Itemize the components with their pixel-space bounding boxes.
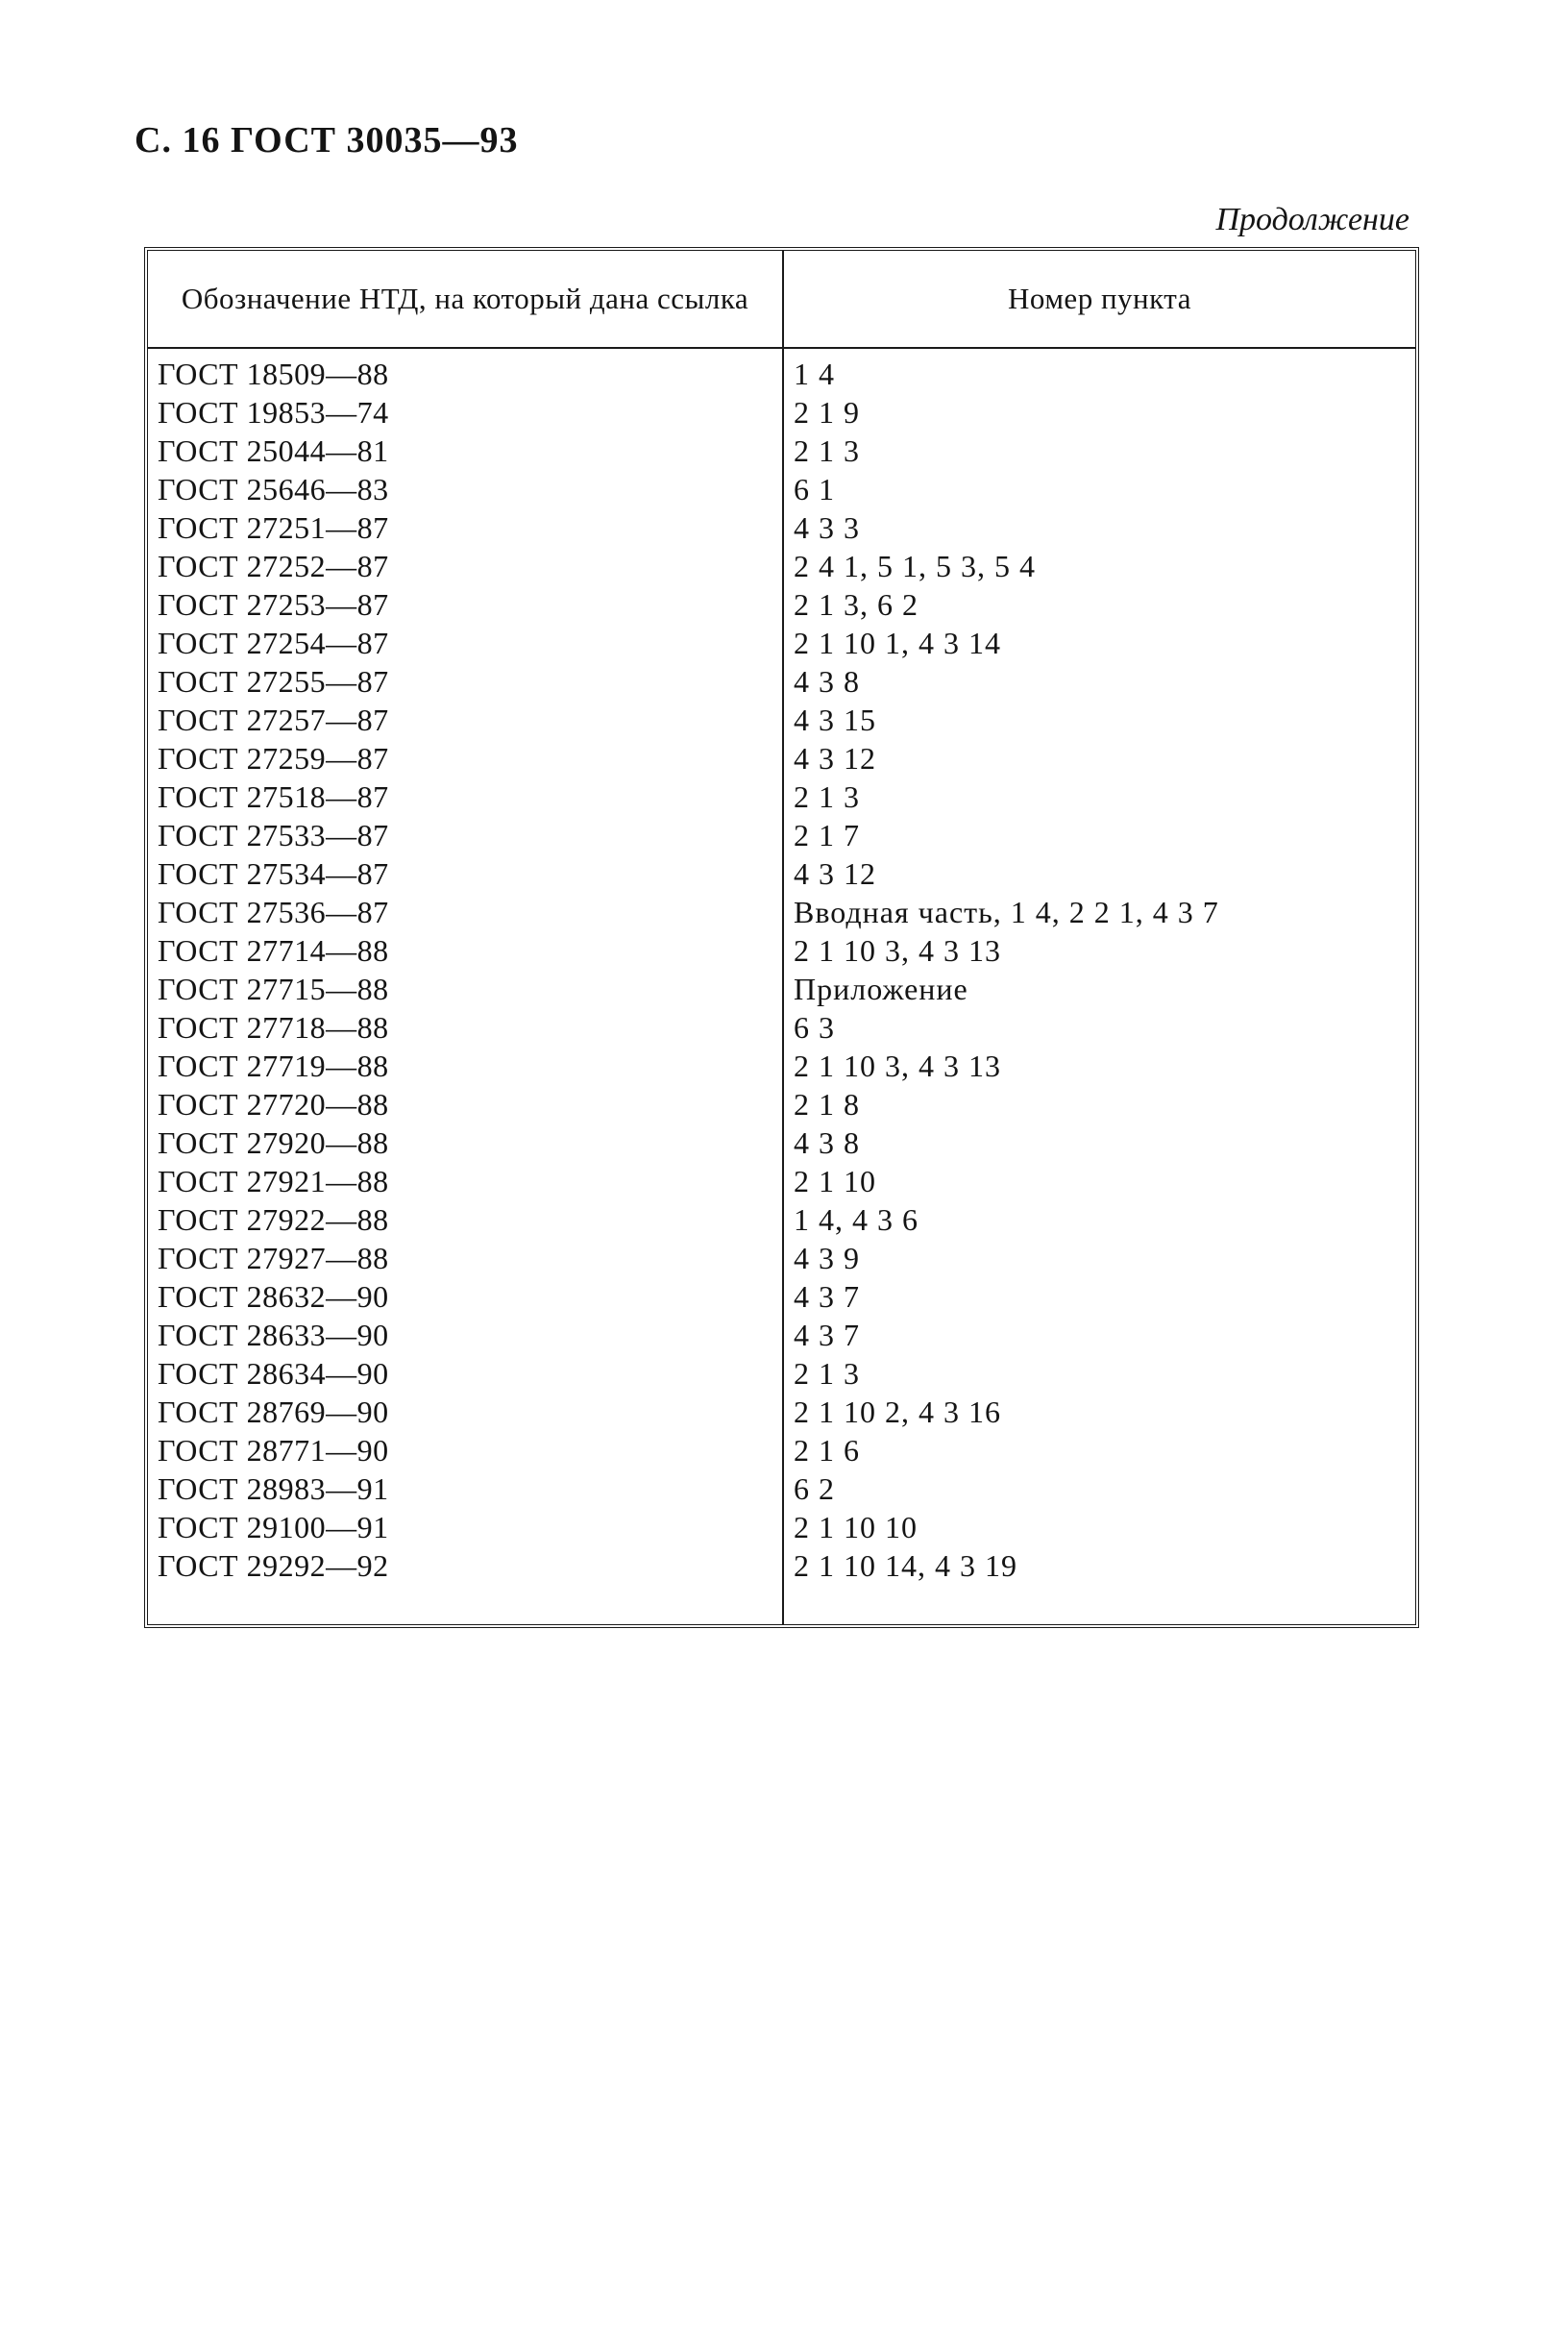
standard-designation: ГОСТ 27251—87 <box>158 510 389 545</box>
clause-number: 4 3 15 <box>794 703 876 737</box>
standard-designation: ГОСТ 19853—74 <box>158 395 389 430</box>
table-row <box>148 701 1415 739</box>
standard-designation: ГОСТ 27252—87 <box>158 549 389 583</box>
clause-number: 2 4 1, 5 1, 5 3, 5 4 <box>794 549 1036 583</box>
clause-number: 4 3 9 <box>794 1241 860 1275</box>
column-header-standard: Обозначение НТД, на который дана ссылка <box>181 282 749 315</box>
clause-number: Приложение <box>794 972 968 1006</box>
table-row <box>148 1239 1415 1277</box>
table-row <box>148 1047 1415 1085</box>
clause-number: 2 1 10 3, 4 3 13 <box>794 1049 1001 1083</box>
clause-number: 2 1 3 <box>794 433 860 468</box>
table-row <box>148 893 1415 931</box>
standard-designation: ГОСТ 27715—88 <box>158 972 389 1006</box>
clause-number: 2 1 10 14, 4 3 19 <box>794 1548 1017 1583</box>
clause-number: 2 1 9 <box>794 395 860 430</box>
clause-number: 4 3 3 <box>794 510 860 545</box>
clause-number: 4 3 7 <box>794 1279 860 1314</box>
clause-number: 2 1 7 <box>794 818 860 852</box>
table-row <box>148 1546 1415 1585</box>
table-row <box>148 1277 1415 1316</box>
table-header <box>148 251 1415 349</box>
table-row <box>148 816 1415 854</box>
clause-number: 4 3 7 <box>794 1318 860 1352</box>
table-row <box>148 1508 1415 1546</box>
clause-number: 6 2 <box>794 1471 835 1506</box>
standard-designation: ГОСТ 28771—90 <box>158 1433 389 1468</box>
standard-designation: ГОСТ 27534—87 <box>158 856 389 891</box>
standard-designation: ГОСТ 27254—87 <box>158 626 389 660</box>
clause-number: 4 3 8 <box>794 1125 860 1160</box>
clause-number: 2 1 6 <box>794 1433 860 1468</box>
standard-designation: ГОСТ 27536—87 <box>158 895 389 929</box>
clause-number: 1 4, 4 3 6 <box>794 1202 919 1237</box>
continuation-label: Продолжение <box>1215 202 1409 237</box>
clause-number: 6 1 <box>794 472 835 506</box>
table-row <box>148 393 1415 432</box>
standard-designation: ГОСТ 27714—88 <box>158 933 389 968</box>
standard-designation: ГОСТ 27255—87 <box>158 664 389 699</box>
table-row <box>148 1393 1415 1431</box>
clause-number: 2 1 3, 6 2 <box>794 587 919 622</box>
standard-designation: ГОСТ 18509—88 <box>158 357 389 391</box>
table-row <box>148 1431 1415 1469</box>
table-row <box>148 1085 1415 1123</box>
standard-designation: ГОСТ 27518—87 <box>158 779 389 814</box>
standard-designation: ГОСТ 27257—87 <box>158 703 389 737</box>
standard-designation: ГОСТ 27533—87 <box>158 818 389 852</box>
standard-designation: ГОСТ 28634—90 <box>158 1356 389 1391</box>
table-row <box>148 662 1415 701</box>
table-body <box>148 355 1415 1585</box>
table-row <box>148 1008 1415 1047</box>
clause-number: 4 3 12 <box>794 856 876 891</box>
table-row <box>148 854 1415 893</box>
standard-designation: ГОСТ 29292—92 <box>158 1548 389 1583</box>
clause-number: 2 1 10 <box>794 1164 876 1198</box>
table-row <box>148 778 1415 816</box>
clause-number: 2 1 10 10 <box>794 1510 918 1544</box>
page-title: С. 16 ГОСТ 30035—93 <box>135 120 519 160</box>
table-row <box>148 432 1415 470</box>
clause-number: 4 3 8 <box>794 664 860 699</box>
clause-number: 2 1 8 <box>794 1087 860 1122</box>
table-row <box>148 355 1415 393</box>
standard-designation: ГОСТ 27921—88 <box>158 1164 389 1198</box>
table-row <box>148 547 1415 585</box>
table-row <box>148 970 1415 1008</box>
clause-number: 2 1 10 3, 4 3 13 <box>794 933 1001 968</box>
standard-designation: ГОСТ 28769—90 <box>158 1395 389 1429</box>
clause-number: 4 3 12 <box>794 741 876 776</box>
clause-number: 2 1 3 <box>794 779 860 814</box>
standard-designation: ГОСТ 27718—88 <box>158 1010 389 1045</box>
standard-designation: ГОСТ 29100—91 <box>158 1510 389 1544</box>
table-row <box>148 624 1415 662</box>
standard-designation: ГОСТ 27920—88 <box>158 1125 389 1160</box>
table-row <box>148 585 1415 624</box>
standard-designation: ГОСТ 27719—88 <box>158 1049 389 1083</box>
table-row <box>148 470 1415 508</box>
table-row <box>148 1354 1415 1393</box>
clause-number: 2 1 10 2, 4 3 16 <box>794 1395 1001 1429</box>
table-row <box>148 931 1415 970</box>
clause-number: 1 4 <box>794 357 835 391</box>
table-row <box>148 508 1415 547</box>
table-row <box>148 1316 1415 1354</box>
standard-designation: ГОСТ 25044—81 <box>158 433 389 468</box>
clause-number: 6 3 <box>794 1010 835 1045</box>
standard-designation: ГОСТ 27253—87 <box>158 587 389 622</box>
table-row <box>148 1123 1415 1162</box>
standard-designation: ГОСТ 27259—87 <box>158 741 389 776</box>
standard-designation: ГОСТ 28983—91 <box>158 1471 389 1506</box>
standard-designation: ГОСТ 28632—90 <box>158 1279 389 1314</box>
table-row <box>148 1200 1415 1239</box>
clause-number: 2 1 3 <box>794 1356 860 1391</box>
standard-designation: ГОСТ 27720—88 <box>158 1087 389 1122</box>
reference-table <box>144 247 1419 1628</box>
standard-designation: ГОСТ 27922—88 <box>158 1202 389 1237</box>
table-row <box>148 1469 1415 1508</box>
standard-designation: ГОСТ 25646—83 <box>158 472 389 506</box>
column-header-clause: Номер пункта <box>1008 282 1191 315</box>
clause-number: Вводная часть, 1 4, 2 2 1, 4 3 7 <box>794 895 1219 929</box>
standard-designation: ГОСТ 27927—88 <box>158 1241 389 1275</box>
table-row <box>148 1162 1415 1200</box>
clause-number: 2 1 10 1, 4 3 14 <box>794 626 1001 660</box>
table-row <box>148 739 1415 778</box>
standard-designation: ГОСТ 28633—90 <box>158 1318 389 1352</box>
